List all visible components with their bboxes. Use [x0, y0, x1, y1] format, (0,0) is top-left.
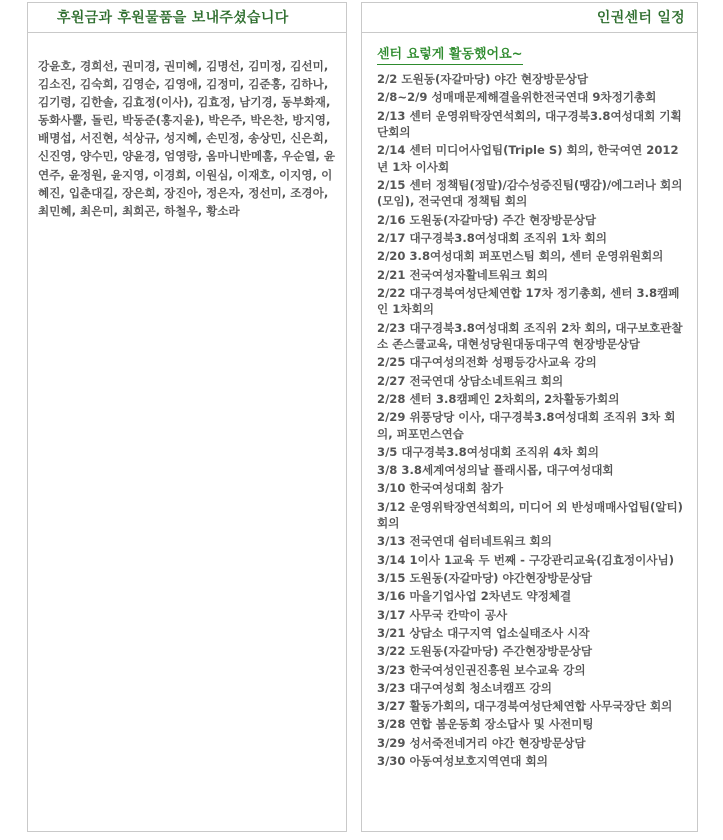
- schedule-item: 3/8 3.8세계여성의날 플래시몹, 대구여성대회: [377, 463, 614, 478]
- schedule-item: 2/21 전국여성자활네트워크 회의: [377, 267, 548, 282]
- schedule-item: 3/28 연합 봄운동회 장소답사 및 사전미팅: [377, 717, 594, 732]
- schedule-item: 2/2 도원동(자갈마당) 야간 현장방문상담: [377, 72, 589, 86]
- schedule-subtitle: 센터 요렇게 활동했어요~: [377, 46, 523, 65]
- schedule-item: 3/23 한국여성인권진흥원 보수교육 강의: [377, 662, 586, 677]
- schedule-item: 3/5 대구경북3.8여성대회 조직위 4차 회의: [377, 444, 599, 459]
- schedule-panel: [361, 2, 698, 832]
- schedule-item: 3/30 아동여성보호지역연대 회의: [377, 754, 548, 769]
- schedule-item: 2/25 대구여성의전화 성평등강사교육 강의: [377, 355, 597, 370]
- schedule-item: 3/15 도원동(자갈마당) 야간현장방문상담: [377, 571, 593, 586]
- schedule-list: [377, 71, 685, 769]
- schedule-item: 2/16 도원동(자갈마당) 주간 현장방문상담: [377, 212, 597, 227]
- schedule-item: 2/17 대구경북3.8여성대회 조직위 1차 회의: [377, 231, 607, 245]
- schedule-item: 2/13 센터 운영위탁장연석회의, 대구경북3.8여성대회 기획단회의: [377, 108, 682, 139]
- schedule-item: 3/14 1이사 1교육 두 번째 - 구강관리교육(김효정이사님): [377, 552, 674, 567]
- schedule-item: 3/23 대구여성회 청소녀캠프 강의: [377, 680, 552, 695]
- supporters-panel-title: 후원금과 후원물품을 보내주셨습니다: [28, 3, 346, 33]
- schedule-item: 2/14 센터 미디어사업팀(Triple S) 회의, 한국여연 2012년 1차 이사회: [377, 143, 679, 174]
- schedule-item: 3/17 사무국 칸막이 공사: [377, 607, 508, 622]
- schedule-item: 2/15 센터 정책팀(정말)/감수성증진팀(땡감)/에그러나 회의(모임), 전국연대 정책팀 회의: [377, 178, 683, 209]
- schedule-panel-title: 인권센터 일정: [362, 3, 697, 33]
- schedule-item: 3/27 활동가회의, 대구경북여성단체연합 사무국장단 회의: [377, 699, 673, 714]
- schedule-item: 2/27 전국연대 상담소네트워크 회의: [377, 373, 564, 388]
- schedule-item: 2/22 대구경북여성단체연합 17차 정기총회, 센터 3.8캠페인 1차회의: [377, 285, 680, 317]
- schedule-item: 2/8~2/9 성매매문제해결을위한전국연대 9차정기총회: [377, 90, 657, 105]
- schedule-item: 3/21 상담소 대구지역 업소실태조사 시작: [377, 625, 590, 640]
- schedule-item: 2/20 3.8여성대회 퍼포먼스팀 회의, 센터 운영위원회의: [377, 249, 664, 264]
- schedule-item: 3/16 마을기업사업 2차년도 약정체결: [377, 589, 572, 604]
- supporters-list: 강윤호, 경희선, 권미경, 권미혜, 김명선, 김미정, 김선미, 김소진, 김숙희, 김영순, 김영애, 김정미, 김준홍, 김하나, 김기령, 김한솔, 김효정(이사), 김효정, 남기경, 동부화재, 동화사뿔, 돌린, 박동준(홍지윤), 박은주, 박은찬, 방지영, 배명섭, 서진현, 석상규, 성지혜, 손민정, 송상민, 신은희, 신진영, 양수민, 양윤경, 엄영랑, 옴마니반메훔, 우순열, 윤연주, 윤정원, 윤지영, 이경희, 이원심, 이재호, 이지영, 이혜진, 입춘대길, 장은희, 장진아, 정은자, 정선미, 조경아, 최민혜, 최은미, 최희곤, 하철우, 황소라: [38, 59, 336, 218]
- schedule-item: 2/28 센터 3.8캠페인 2차회의, 2차활동가회의: [377, 391, 620, 406]
- schedule-item: 3/10 한국여성대회 참가: [377, 481, 504, 496]
- schedule-item: 3/12 운영위탁장연석회의, 미디어 외 반성매매사업팀(알티)회의: [377, 499, 683, 531]
- schedule-item: 3/13 전국연대 쉼터네트워크 회의: [377, 534, 552, 549]
- schedule-item: 2/29 위풍당당 이사, 대구경북3.8여성대회 조직위 3차 회의, 퍼포먼스연습: [377, 410, 676, 441]
- schedule-item: 2/23 대구경북3.8여성대회 조직위 2차 회의, 대구보호관찰소 존스쿨교육, 대현성당원대동대구역 현장방문상담: [377, 320, 683, 351]
- schedule-item: 3/22 도원동(자갈마당) 주간현장방문상담: [377, 644, 593, 659]
- supporters-panel: [27, 2, 347, 832]
- schedule-item: 3/29 성서죽전네거리 야간 현장방문상담: [377, 735, 586, 750]
